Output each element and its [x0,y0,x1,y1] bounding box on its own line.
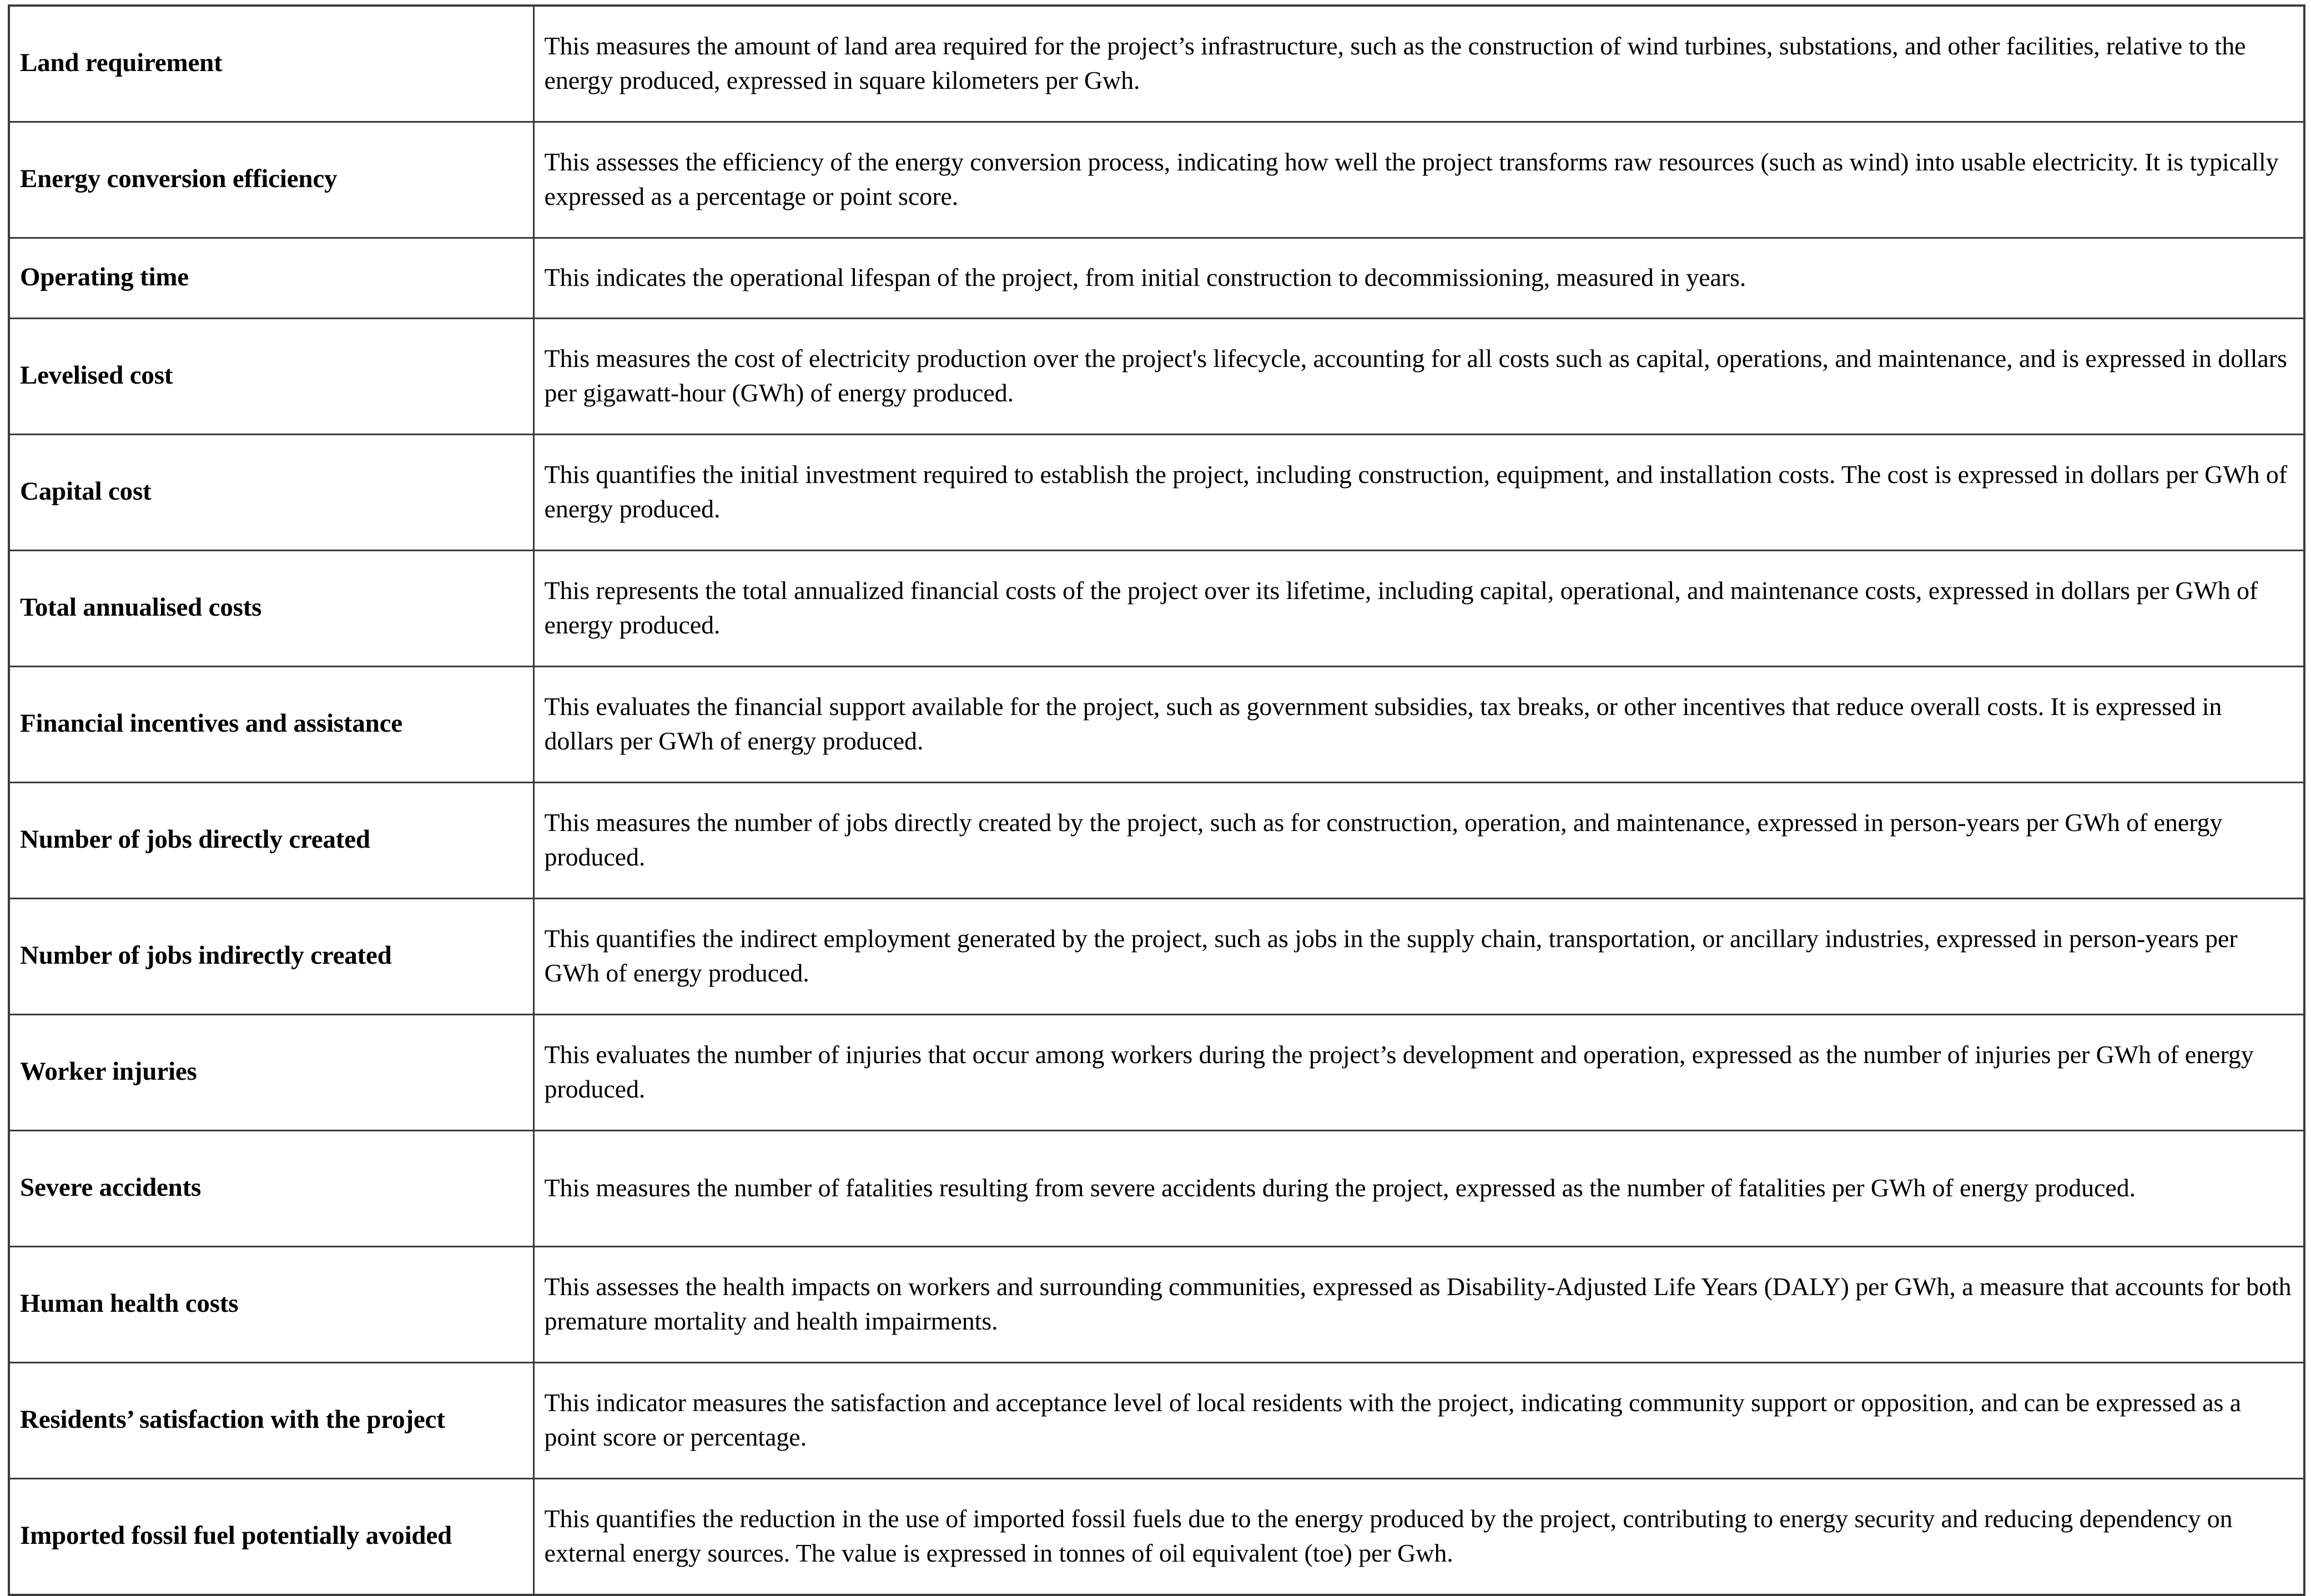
indicator-description-cell: This measures the amount of land area required for the project’s infrastructure, such as the construction of wind turbines, substations, and other facilities, relative to the energy produced, expressed in square kilometers per Gwh. [533,6,2304,122]
indicator-description-cell: This measures the cost of electricity production over the project's lifecycle, accounting for all costs such as capital, operations, and maintenance, and is expressed in dollars per gigawatt-hour (GWh) of energy produced. [533,319,2304,435]
indicator-name-cell: Operating time [9,238,533,319]
indicator-name-cell: Human health costs [9,1247,533,1363]
table-row [9,1363,2304,1479]
indicator-name-cell: Severe accidents [9,1131,533,1247]
indicator-description-cell: This quantifies the indirect employment generated by the project, such as jobs in the supply chain, transportation, or ancillary industries, expressed in person-years per GWh of energy produced. [533,899,2304,1015]
table-row [9,6,2304,122]
table-row [9,551,2304,667]
table-row [9,899,2304,1015]
table-row [9,1479,2304,1595]
indicator-name-cell: Number of jobs directly created [9,783,533,899]
indicator-description-cell: This represents the total annualized financial costs of the project over its lifetime, including capital, operational, and maintenance costs, expressed in dollars per GWh of energy produced. [533,551,2304,667]
indicator-description-cell: This measures the number of fatalities resulting from severe accidents during the project, expressed as the number of fatalities per GWh of energy produced. [533,1131,2304,1247]
table-row [9,435,2304,551]
indicator-name-cell: Energy conversion efficiency [9,122,533,238]
indicator-name-cell: Number of jobs indirectly created [9,899,533,1015]
table-row [9,319,2304,435]
indicator-description-cell: This evaluates the number of injuries that occur among workers during the project’s development and operation, expressed as the number of injuries per GWh of energy produced. [533,1015,2304,1131]
indicator-description-cell: This quantifies the initial investment required to establish the project, including construction, equipment, and installation costs. The cost is expressed in dollars per GWh of energy produced. [533,435,2304,551]
indicator-name-cell: Capital cost [9,435,533,551]
indicator-description-cell: This quantifies the reduction in the use of imported fossil fuels due to the energy produced by the project, contributing to energy security and reducing dependency on external energy sources. The value is expressed in tonnes of oil equivalent (toe) per Gwh. [533,1479,2304,1595]
indicator-name-cell: Levelised cost [9,319,533,435]
indicator-description-cell: This assesses the health impacts on workers and surrounding communities, expressed as Disability-Adjusted Life Years (DALY) per GWh, a measure that accounts for both premature mortality and health impairments. [533,1247,2304,1363]
indicator-name-cell: Financial incentives and assistance [9,667,533,783]
table-body [9,6,2304,1595]
indicator-description-cell: This measures the number of jobs directly created by the project, such as for construction, operation, and maintenance, expressed in person-years per GWh of energy produced. [533,783,2304,899]
table-row [9,1131,2304,1247]
indicator-name-cell: Land requirement [9,6,533,122]
table-row [9,783,2304,899]
indicator-description-cell: This indicates the operational lifespan of the project, from initial construction to decommissioning, measured in years. [533,238,2304,319]
indicator-name-cell: Total annualised costs [9,551,533,667]
indicator-definitions-table [8,4,2305,1596]
indicator-description-cell: This assesses the efficiency of the energy conversion process, indicating how well the project transforms raw resources (such as wind) into usable electricity. It is typically expressed as a percentage or point score. [533,122,2304,238]
indicator-description-cell: This evaluates the financial support available for the project, such as government subsidies, tax breaks, or other incentives that reduce overall costs. It is expressed in dollars per GWh of energy produced. [533,667,2304,783]
indicator-name-cell: Worker injuries [9,1015,533,1131]
table-row [9,122,2304,238]
table-row [9,238,2304,319]
indicator-name-cell: Residents’ satisfaction with the project [9,1363,533,1479]
indicator-name-cell: Imported fossil fuel potentially avoided [9,1479,533,1595]
indicator-description-cell: This indicator measures the satisfaction and acceptance level of local residents with the project, indicating community support or opposition, and can be expressed as a point score or percentage. [533,1363,2304,1479]
table-row [9,1015,2304,1131]
table-row [9,1247,2304,1363]
table-row [9,667,2304,783]
